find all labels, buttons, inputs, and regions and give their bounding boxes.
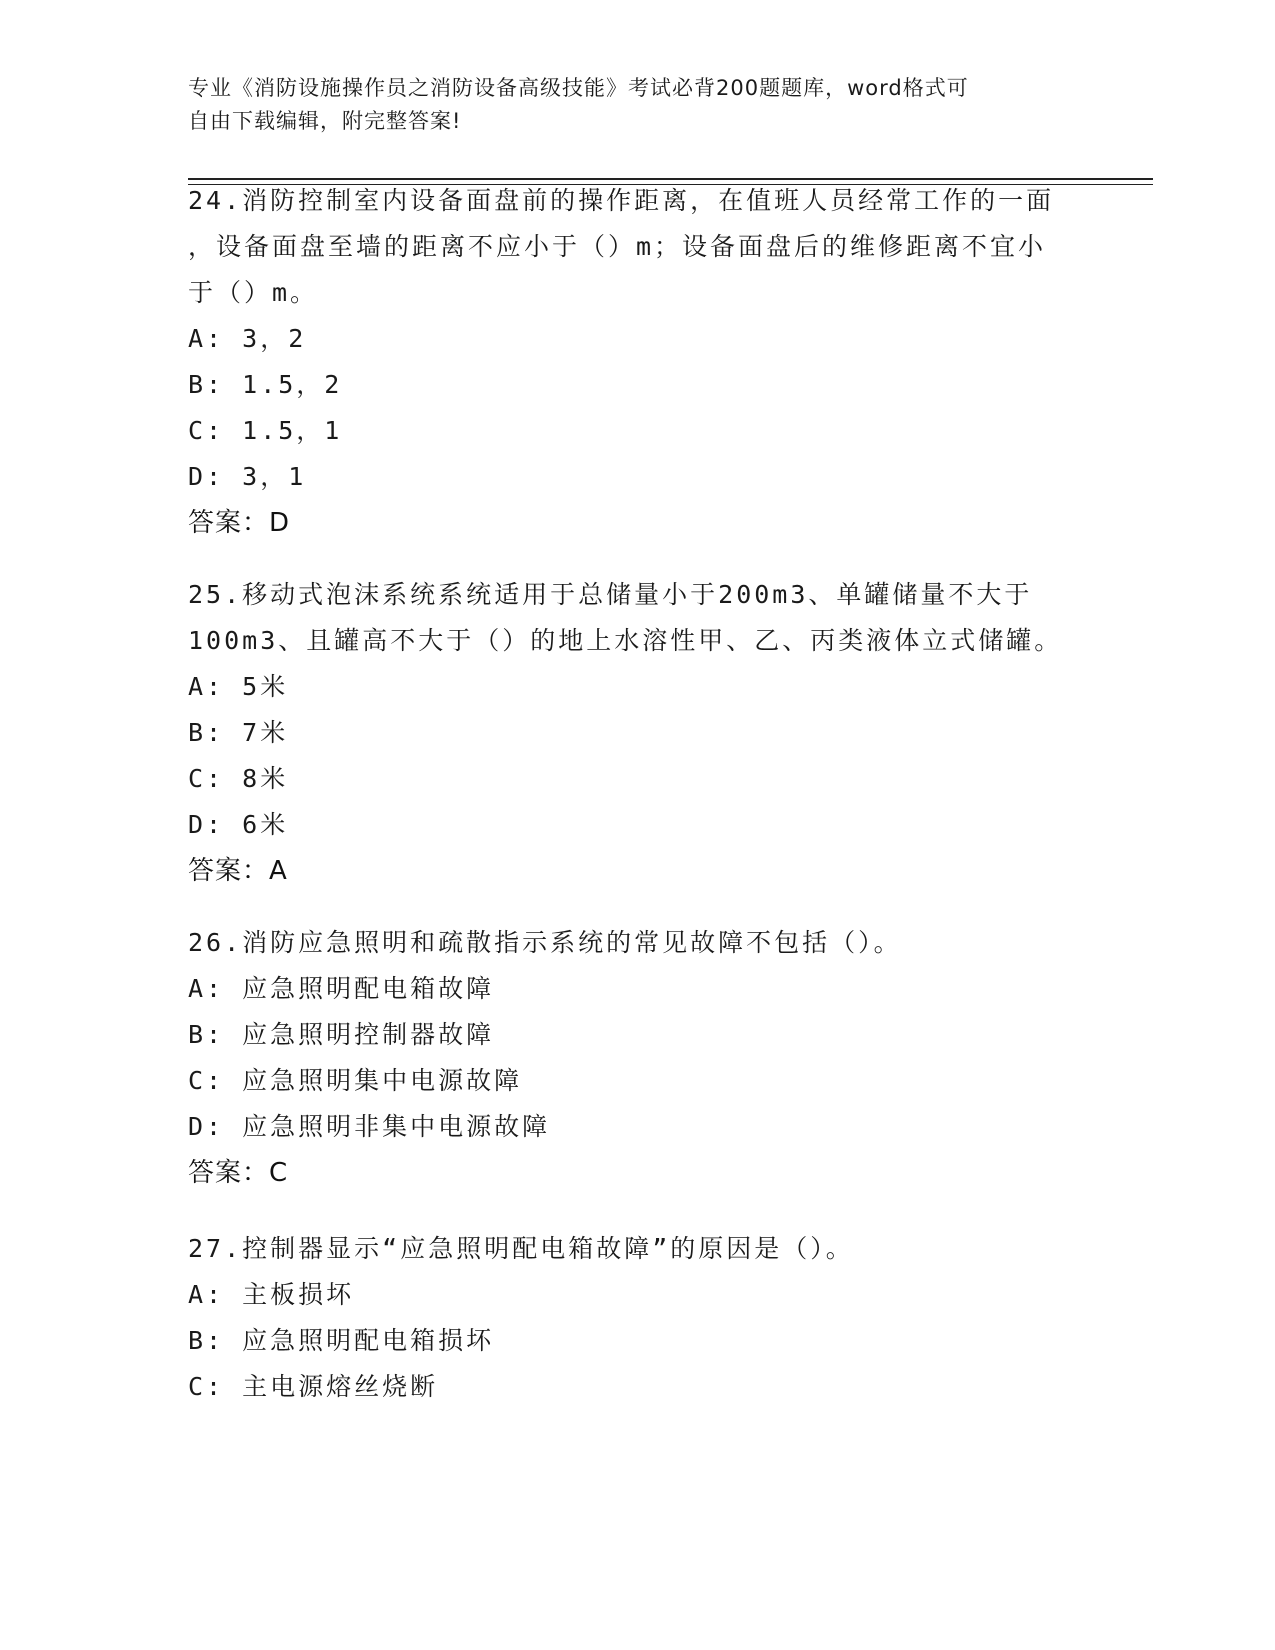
question-stem-line: ，设备面盘至墙的距离不应小于（）m；设备面盘后的维修距离不宜小: [188, 232, 1047, 261]
option-a: A: 3，2: [188, 324, 307, 353]
question-stem-line: 26.消防应急照明和疏散指示系统的常见故障不包括（）。: [188, 928, 902, 957]
question-stem-line: 24.消防控制室内设备面盘前的操作距离，在值班人员经常工作的一面: [188, 186, 1055, 215]
answer-label: 答案：C: [188, 1158, 289, 1188]
document-header: [188, 72, 1068, 138]
question-stem-line: 27.控制器显示“应急照明配电箱故障”的原因是（）。: [188, 1234, 854, 1263]
option-c: C: 应急照明集中电源故障: [188, 1066, 523, 1095]
question-stem-line: 于（）m。: [188, 278, 319, 307]
option-b: B: 1.5，2: [188, 370, 343, 399]
option-d: D: 6米: [188, 810, 289, 839]
option-c: C: 8米: [188, 764, 289, 793]
header-line-1: 专业《消防设施操作员之消防设备高级技能》考试必背200题题库，word格式可: [188, 76, 969, 100]
option-d: D: 应急照明非集中电源故障: [188, 1112, 551, 1141]
question-stem-line: 25.移动式泡沫系统系统适用于总储量小于200m3、单罐储量不大于: [188, 580, 1033, 609]
answer-label: 答案：A: [188, 856, 288, 886]
question-25: [188, 572, 1088, 894]
question-27: [188, 1226, 1088, 1410]
header-line-2: 自由下载编辑，附完整答案!: [188, 109, 462, 133]
option-d: D: 3，1: [188, 462, 307, 491]
option-a: A: 5米: [188, 672, 289, 701]
option-b: B: 7米: [188, 718, 289, 747]
question-24: [188, 178, 1088, 546]
question-stem-line: 100m3、且罐高不大于（）的地上水溶性甲、乙、丙类液体立式储罐。: [188, 626, 1063, 655]
option-b: B: 应急照明配电箱损坏: [188, 1326, 495, 1355]
option-b: B: 应急照明控制器故障: [188, 1020, 495, 1049]
option-c: C: 1.5，1: [188, 416, 343, 445]
option-c: C: 主电源熔丝烧断: [188, 1372, 439, 1401]
option-a: A: 应急照明配电箱故障: [188, 974, 495, 1003]
question-26: [188, 920, 1088, 1196]
option-a: A: 主板损坏: [188, 1280, 355, 1309]
answer-label: 答案：D: [188, 508, 291, 538]
